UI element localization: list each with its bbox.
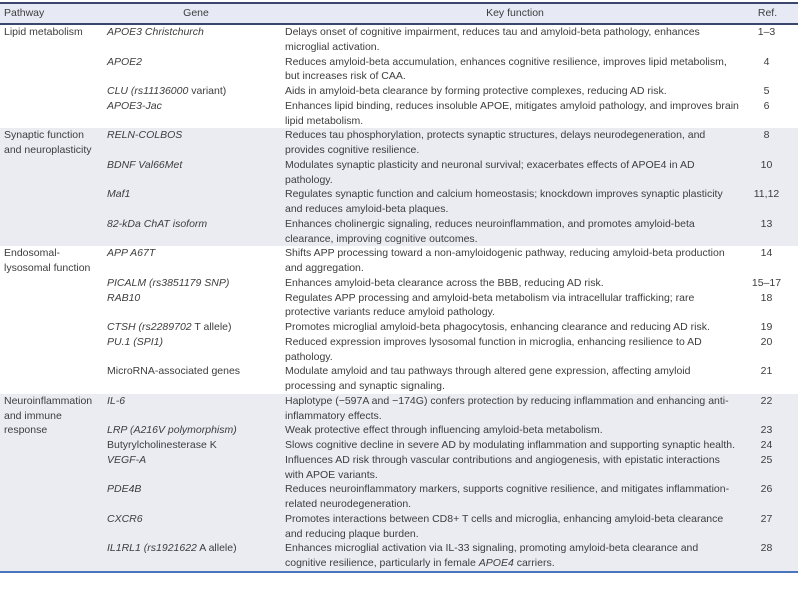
gene-cell: Maf1 <box>107 187 285 217</box>
ref-cell: 1–3 <box>757 26 776 38</box>
ref-cell: 15–17 <box>751 276 782 289</box>
table-row <box>0 364 798 394</box>
table-row <box>0 187 798 217</box>
table-row <box>0 453 798 483</box>
function-cell: Promotes microglial amyloid-beta phagocytosis, enhancing clearance and reducing AD risk. <box>285 321 710 333</box>
ref-cell: 20 <box>760 335 773 348</box>
gene-cell: CLU (rs11136000 variant) <box>107 85 227 97</box>
function-cell: Promotes interactions between CD8+ T cells and microglia, enhancing amyloid-beta clearance and reducing plaque burden. <box>285 512 745 542</box>
ref-cell: 8 <box>745 128 798 158</box>
function-cell: Reduces amyloid-beta accumulation, enhances cognitive resilience, improves lipid metabolism, but increases risk of CAA. <box>285 55 727 83</box>
function-cell: Reduces neuroinflammatory markers, supports cognitive resilience, and mitigates inflammation-related neurodegeneration. <box>285 482 745 512</box>
ref-cell: 21 <box>760 365 773 378</box>
function-cell: Influences AD risk through vascular contributions and angiogenesis, with epistatic interactions with APOE variants. <box>285 453 745 483</box>
table-row <box>0 335 798 365</box>
table-row <box>0 158 798 188</box>
function-cell: Weak protective effect through influencing amyloid-beta metabolism. <box>285 423 745 438</box>
pathway-cell: Synaptic function and neuroplasticity <box>0 128 107 246</box>
function-cell: Haplotype (−597A and −174G) confers protection by reducing inflammation and enhancing anti-inflammatory effects. <box>285 394 745 424</box>
ref-cell: 28 <box>745 541 798 572</box>
protective-genes-table <box>0 2 798 573</box>
section-lipid-metabolism <box>0 24 798 128</box>
gene-cell: APOE2 <box>107 55 143 68</box>
gene-cell: Butyrylcholinesterase K <box>107 438 285 453</box>
function-cell: Slows cognitive decline in severe AD by modulating inflammation and supporting synaptic health. <box>285 438 745 453</box>
col-header-ref: Ref. <box>745 3 798 24</box>
table-row <box>0 217 798 247</box>
ref-cell: 22 <box>745 394 798 424</box>
ref-cell: 19 <box>760 321 773 333</box>
ref-cell: 14 <box>760 247 773 260</box>
header-row <box>0 3 798 24</box>
gene-cell: LRP (A216V polymorphism) <box>107 423 285 438</box>
table-row <box>0 291 798 321</box>
ref-cell: 13 <box>745 217 798 247</box>
table-row <box>0 24 798 55</box>
pathway-cell: Endosomal- lysosomal function <box>4 247 91 274</box>
gene-cell: BDNF Val66Met <box>107 158 285 188</box>
table-row <box>0 320 798 335</box>
col-header-key-function: Key function <box>285 3 745 24</box>
function-cell: Enhances cholinergic signaling, reduces neuroinflammation, and promotes amyloid-beta clearance, improving cognitive outcomes. <box>285 217 745 247</box>
table-row <box>0 423 798 438</box>
ref-cell: 25 <box>745 453 798 483</box>
table-row <box>0 394 798 424</box>
ref-cell: 23 <box>745 423 798 438</box>
col-header-gene: Gene <box>107 3 285 24</box>
table-row <box>0 482 798 512</box>
function-cell: Shifts APP processing toward a non-amyloidogenic pathway, reducing amyloid-beta production and aggregation. <box>285 247 725 274</box>
pathway-cell: Neuroinflammation and immune response <box>0 394 107 572</box>
function-cell: Regulates APP processing and amyloid-beta metabolism via intracellular trafficking; rare protective variants reduce amyloid pathology. <box>285 291 695 319</box>
function-cell: Modulate amyloid and tau pathways through altered gene expression, affecting amyloid processing and synaptic signaling. <box>285 365 691 392</box>
function-cell: Delays onset of cognitive impairment, reduces tau and amyloid-beta pathology, enhances microglial activation. <box>285 26 700 53</box>
gene-cell: RELN-COLBOS <box>107 128 285 158</box>
gene-cell: MicroRNA-associated genes <box>107 365 241 378</box>
gene-cell: CXCR6 <box>107 512 285 542</box>
function-cell: Modulates synaptic plasticity and neuronal survival; exacerbates effects of APOE4 in AD pathology. <box>285 158 745 188</box>
table-row <box>0 55 798 85</box>
gene-cell: 82-kDa ChAT isoform <box>107 217 285 247</box>
table-row <box>0 84 798 99</box>
ref-cell: 5 <box>763 85 770 97</box>
ref-cell: 6 <box>763 99 770 112</box>
gene-cell: APOE3-Jac <box>107 99 162 112</box>
function-cell: Enhances lipid binding, reduces insoluble APOE, mitigates amyloid pathology, and improves brain lipid metabolism. <box>285 99 739 127</box>
function-cell: Aids in amyloid-beta clearance by forming protective complexes, reducing AD risk. <box>285 85 667 97</box>
table-row <box>0 99 798 129</box>
pathway-cell: Lipid metabolism <box>4 26 83 38</box>
gene-cell: IL1RL1 (rs1921622 A allele) <box>107 541 285 572</box>
function-cell: Reduces tau phosphorylation, protects synaptic structures, delays neurodegeneration, and provides cognitive resilience. <box>285 128 745 158</box>
table-row <box>0 128 798 158</box>
function-cell: Enhances amyloid-beta clearance across the BBB, reducing AD risk. <box>285 276 604 289</box>
table-row <box>0 438 798 453</box>
function-cell: Regulates synaptic function and calcium homeostasis; knockdown improves synaptic plasticity and reduces amyloid-beta plaques. <box>285 187 745 217</box>
table-row <box>0 541 798 572</box>
gene-cell: CTSH (rs2289702 T allele) <box>107 321 232 333</box>
gene-cell: APP A67T <box>107 247 156 260</box>
gene-cell: VEGF-A <box>107 453 285 483</box>
gene-cell: PU.1 (SPI1) <box>107 335 164 348</box>
ref-cell: 4 <box>763 55 770 68</box>
section-neuroinflammation <box>0 394 798 572</box>
gene-cell: APOE3 Christchurch <box>107 26 204 38</box>
gene-cell: IL-6 <box>107 394 285 424</box>
table-row <box>0 246 798 276</box>
ref-cell: 11,12 <box>745 187 798 217</box>
gene-cell: PICALM (rs3851179 SNP) <box>107 276 230 289</box>
ref-cell: 27 <box>745 512 798 542</box>
table-row <box>0 512 798 542</box>
function-cell: Enhances microglial activation via IL-33 signaling, promoting amyloid-beta clearance and cognitive resilience, particularly in female APOE4 carriers. <box>285 541 745 572</box>
function-cell: Reduced expression improves lysosomal function in microglia, enhancing resilience to AD pathology. <box>285 335 702 363</box>
ref-cell: 10 <box>745 158 798 188</box>
section-endosomal-lysosomal <box>0 246 798 394</box>
ref-cell: 26 <box>745 482 798 512</box>
gene-cell: RAB10 <box>107 291 141 304</box>
table-row <box>0 276 798 291</box>
col-header-pathway: Pathway <box>0 3 107 24</box>
section-synaptic-function <box>0 128 798 246</box>
gene-cell: PDE4B <box>107 482 285 512</box>
ref-cell: 24 <box>745 438 798 453</box>
ref-cell: 18 <box>760 291 773 304</box>
